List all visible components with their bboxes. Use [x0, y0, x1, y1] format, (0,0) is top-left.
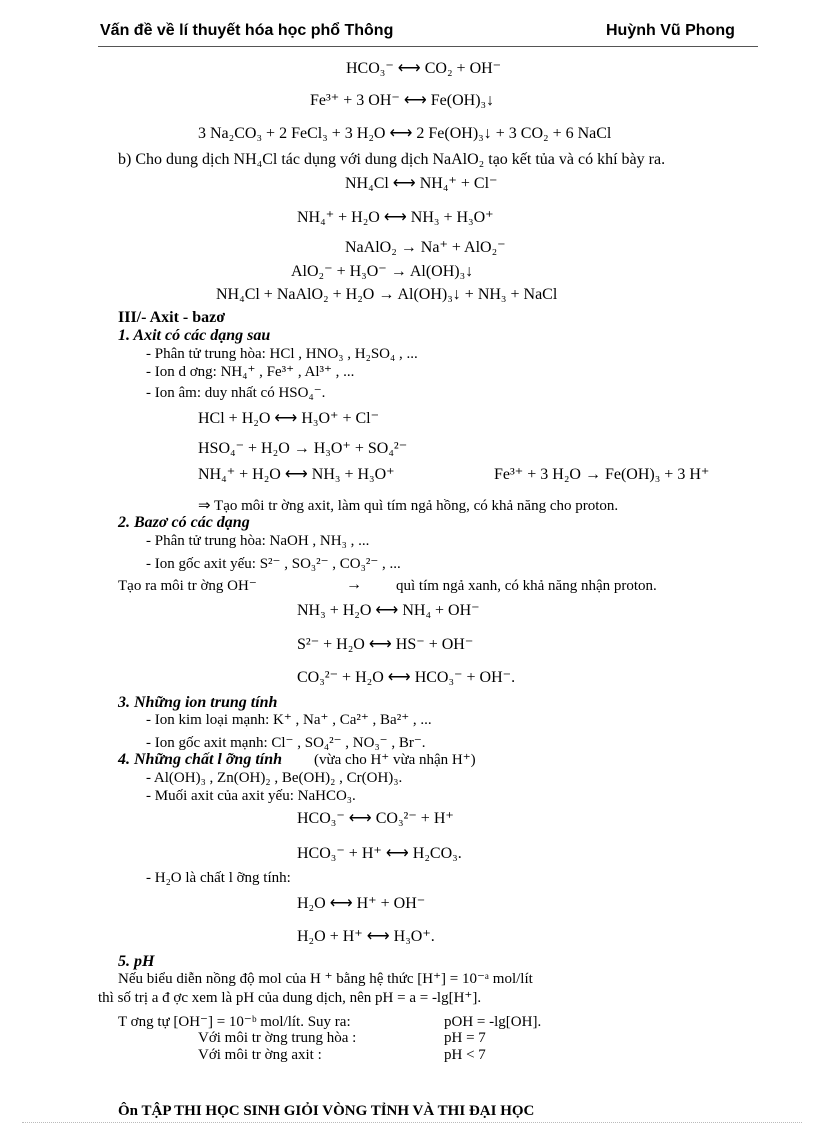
equation-line: AlO₂⁻ + H₃O⁻ → Al(OH)₃↓: [291, 263, 474, 280]
equation-line: NH₃ + H₂O ⟷ NH₄ + OH⁻: [297, 602, 480, 619]
text-line: quì tím ngả xanh, có khả năng nhận proton.: [396, 578, 657, 594]
conclusion-line: ⇒ Tạo môi tr ờng axit, làm quì tím ngả hồng, có khả năng cho proton.: [198, 498, 619, 514]
equation-line: NH₄⁺ + H₂O ⟷ NH₃ + H₃O⁺: [297, 209, 494, 226]
list-item: - Phân tử trung hòa: NaOH , NH₃ , ...: [146, 533, 370, 549]
equation-line: S²⁻ + H₂O ⟷ HS⁻ + OH⁻: [297, 636, 474, 653]
text-line: Nếu biểu diễn nồng độ mol của H ⁺ bằng hệ thức [H⁺] = 10⁻ᵃ mol/lít: [118, 971, 533, 987]
equation-line: NH₄Cl ⟷ NH₄⁺ + Cl⁻: [345, 175, 498, 192]
text-line: Với môi tr ờng axit :: [198, 1047, 322, 1063]
equation-line: NH₄⁺ + H₂O ⟷ NH₃ + H₃O⁺: [198, 466, 395, 483]
footer-text: Ôn TẬP THI HỌC SINH GIỎI VÒNG TỈNH VÀ THI ĐẠI HỌC: [118, 1103, 535, 1119]
list-item: - Ion d ơng: NH₄⁺ , Fe³⁺ , Al³⁺ , ...: [146, 364, 355, 380]
text-line: thì số trị a đ ợc xem là pH của dung dịch, nên pH = a = -lg[H⁺].: [98, 990, 482, 1006]
equation-line: HSO₄⁻ + H₂O → H₃O⁺ + SO₄²⁻: [198, 440, 408, 457]
list-item: - Ion âm: duy nhất có HSO₄⁻.: [146, 385, 326, 401]
list-item: - H₂O là chất l ỡng tính:: [146, 870, 291, 886]
subsection-note: (vừa cho H⁺ vừa nhận H⁺): [314, 752, 476, 768]
text-line: b) Cho dung dịch NH₄Cl tác dụng với dung dịch NaAlO₂ tạo kết tủa và có khí bày ra.: [118, 151, 666, 168]
text-line: Với môi tr ờng trung hòa :: [198, 1030, 357, 1046]
list-item: - Phân tử trung hòa: HCl , HNO₃ , H₂SO₄ , ...: [146, 346, 418, 362]
formula: pH = 7: [444, 1030, 486, 1046]
equation-line: HCl + H₂O ⟷ H₃O⁺ + Cl⁻: [198, 410, 380, 427]
equation-line: HCO₃⁻ ⟷ CO₂ + OH⁻: [346, 60, 502, 77]
header-author: Huỳnh Vũ Phong: [606, 22, 735, 39]
list-item: - Ion kim loại mạnh: K⁺ , Na⁺ , Ca²⁺ , Ba²⁺ , ...: [146, 712, 432, 728]
header-title: Vấn đề về lí thuyết hóa học phổ Thông: [100, 22, 394, 39]
formula: pH < 7: [444, 1047, 486, 1063]
equation-line: NaAlO₂ → Na⁺ + AlO₂⁻: [345, 239, 506, 256]
section-heading: III/- Axit - bazơ: [118, 309, 226, 326]
text-line: T ơng tự [OH⁻] = 10⁻ᵇ mol/lít. Suy ra:: [118, 1014, 351, 1030]
equation-line: HCO₃⁻ + H⁺ ⟷ H₂CO₃.: [297, 845, 462, 862]
equation-line: H₂O ⟷ H⁺ + OH⁻: [297, 895, 426, 912]
list-item: - Al(OH)₃ , Zn(OH)₂ , Be(OH)₂ , Cr(OH)₃.: [146, 770, 403, 786]
subsection-heading: 2. Bazơ có các dạng: [118, 514, 250, 531]
text-line: Tạo ra môi tr ờng OH⁻: [118, 578, 257, 594]
equation-line: CO₃²⁻ + H₂O ⟷ HCO₃⁻ + OH⁻.: [297, 669, 516, 686]
subsection-heading: 5. pH: [118, 953, 155, 970]
subsection-heading: 3. Những ion trung tính: [118, 694, 278, 711]
arrow: →: [346, 576, 362, 593]
formula: pOH = -lg[OH].: [444, 1014, 542, 1030]
equation-line: H₂O + H⁺ ⟷ H₃O⁺.: [297, 928, 435, 945]
list-item: - Muối axit của axit yếu: NaHCO₃.: [146, 788, 356, 804]
subsection-heading: 1. Axit có các dạng sau: [118, 327, 271, 344]
subsection-heading: 4. Những chất l ỡng tính: [118, 751, 282, 768]
equation-line: Fe³⁺ + 3 H₂O → Fe(OH)₃ + 3 H⁺: [494, 466, 710, 483]
equation-line: NH₄Cl + NaAlO₂ + H₂O → Al(OH)₃↓ + NH₃ + NaCl: [216, 286, 558, 303]
list-item: - Ion gốc axit mạnh: Cl⁻ , SO₄²⁻ , NO₃⁻ , Br⁻.: [146, 735, 426, 751]
equation-line: Fe³⁺ + 3 OH⁻ ⟷ Fe(OH)₃↓: [310, 92, 495, 109]
list-item: - Ion gốc axit yếu: S²⁻ , SO₃²⁻ , CO₃²⁻ , ...: [146, 556, 401, 572]
header-divider: [98, 46, 758, 47]
equation-line: 3 Na₂CO₃ + 2 FeCl₃ + 3 H₂O ⟷ 2 Fe(OH)₃↓ + 3 CO₂ + 6 NaCl: [198, 125, 612, 142]
equation-line: HCO₃⁻ ⟷ CO₃²⁻ + H⁺: [297, 810, 454, 827]
